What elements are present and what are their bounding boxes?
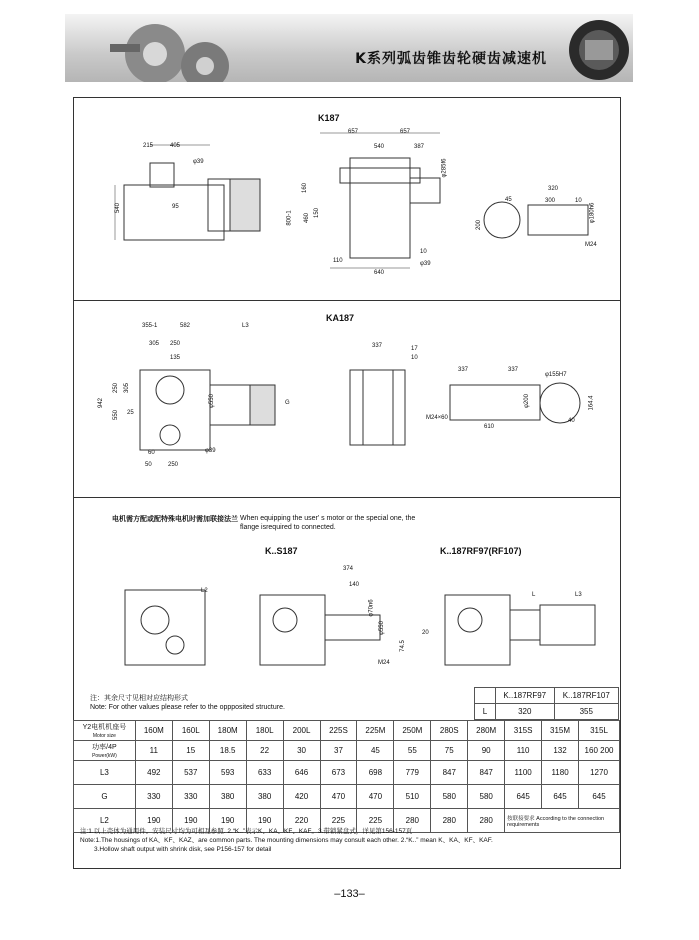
dim-label: 355-1 — [142, 323, 158, 329]
dim-label: 337 — [508, 367, 519, 373]
row-label-cn: 功率/4P — [92, 744, 117, 751]
row-label-cn: Y2电机机座号 — [82, 724, 127, 731]
table-cell: 593 — [209, 761, 246, 785]
table-cell: 645 — [505, 785, 542, 809]
dim-label: φ550 — [208, 394, 215, 408]
dim-label: M24 — [585, 242, 597, 248]
dim-label: φ180h6 — [589, 202, 596, 224]
ka187-front-view — [345, 365, 415, 450]
k187-side-view — [110, 135, 280, 265]
dim-label: G — [285, 400, 290, 406]
table-cell: 220 — [283, 809, 320, 833]
rf-header: K..187RF97 — [496, 688, 555, 704]
table-cell: 1180 — [542, 761, 579, 785]
section-title-krf: K..187RF97(RF107) — [440, 546, 522, 556]
table-cell: 190 — [209, 809, 246, 833]
dim-label: 405 — [170, 143, 181, 149]
dim-label: 10 — [575, 198, 582, 204]
dim-label: 160 — [302, 182, 309, 194]
table-cell: 315M — [542, 721, 579, 741]
dim-label: 25 — [127, 410, 134, 416]
footnote-en-3: 3.Hollow shaft output with shrink disk, see P156-157 for detail — [94, 846, 272, 853]
dim-label: M24 — [378, 660, 390, 666]
row-label-en: Motor size — [92, 733, 116, 739]
dim-label: 20 — [422, 630, 429, 636]
table-cell: 180L — [246, 721, 283, 741]
table-cell: 190 — [172, 809, 209, 833]
section-divider — [73, 497, 620, 498]
k187-shaft-detail — [480, 185, 590, 255]
table-cell: 190 — [135, 809, 172, 833]
rf-table-corner — [475, 688, 496, 704]
dim-label: 300 — [545, 198, 556, 204]
dim-label: 640 — [374, 270, 385, 276]
table-cell: 225 — [320, 809, 357, 833]
dim-label: 540 — [115, 202, 122, 214]
dim-label: 45 — [505, 197, 512, 203]
flange-note-cn: 电机需方配或配特殊电机时需加联接法兰 — [112, 516, 238, 523]
table-cell: 633 — [246, 761, 283, 785]
table-cell: 645 — [579, 785, 620, 809]
dim-label: L2 — [201, 588, 208, 594]
dim-label: 250 — [113, 382, 120, 394]
dim-label: 250 — [170, 341, 181, 347]
table-cell: 160 200 — [579, 741, 620, 761]
table-cell: 280 — [394, 809, 431, 833]
dim-label: 305 — [124, 382, 131, 394]
rf-cell: 355 — [554, 704, 618, 720]
dim-label: 74.5 — [399, 640, 406, 652]
dim-label: 110 — [333, 258, 343, 264]
gear-graphic-right — [563, 14, 633, 82]
table-row — [74, 785, 620, 809]
table-cell: 37 — [320, 741, 357, 761]
dim-label: 140 — [349, 582, 360, 588]
table-cell: 673 — [320, 761, 357, 785]
section-title-ks187: K..S187 — [265, 546, 298, 556]
table-cell: 250M — [394, 721, 431, 741]
dim-label: L3 — [575, 592, 582, 598]
dim-label: 800-1 — [286, 210, 293, 226]
dim-label: 540 — [374, 144, 385, 150]
table-cell: 470 — [320, 785, 357, 809]
dim-label: 320 — [548, 186, 559, 192]
table-row — [74, 761, 620, 785]
table-cell: 380 — [246, 785, 283, 809]
rf-cell: 320 — [496, 704, 555, 720]
rf-row-label: L — [475, 704, 496, 720]
dim-label: φ155H7 — [545, 372, 567, 378]
dim-label: 460 — [304, 212, 311, 224]
table-cell: 11 — [135, 741, 172, 761]
gear-graphic-left — [75, 14, 275, 82]
dim-label: 610 — [484, 424, 495, 430]
table-cell-note: 按联接要求 According to the connection requirements — [505, 809, 620, 833]
table-cell: 55 — [394, 741, 431, 761]
table-cell: 45 — [357, 741, 394, 761]
page-title: K系列弧齿锥齿轮硬齿减速机 — [355, 51, 547, 67]
table-cell: 580 — [468, 785, 505, 809]
table-cell: 30 — [283, 741, 320, 761]
dim-label: 550 — [113, 409, 120, 421]
dim-label: 337 — [372, 343, 383, 349]
table-cell: 315L — [579, 721, 620, 741]
other-note-cn: 注：其余尺寸见相对应结构形式 — [90, 695, 188, 702]
table-cell: 280M — [468, 721, 505, 741]
dim-label: φ550 — [378, 621, 385, 635]
dim-label: 387 — [414, 144, 425, 150]
dim-label: φ39 — [420, 261, 431, 267]
section-divider — [73, 300, 620, 301]
row-label: L2 — [74, 809, 136, 833]
table-cell: 470 — [357, 785, 394, 809]
table-cell: 537 — [172, 761, 209, 785]
dim-label: 582 — [180, 323, 191, 329]
dim-label: φ39 — [205, 448, 216, 454]
dim-label: 657 — [348, 129, 359, 135]
dim-label: φ70n6 — [368, 599, 375, 617]
dim-label: 164.4 — [588, 395, 595, 411]
dim-label: 215 — [143, 143, 154, 149]
dim-label: L — [532, 592, 536, 598]
table-cell: 420 — [283, 785, 320, 809]
table-cell: 280 — [468, 809, 505, 833]
footnotes — [80, 827, 620, 854]
header-banner — [65, 14, 633, 82]
k187-front-view — [300, 128, 450, 278]
row-label-en: Power(kW) — [92, 753, 117, 759]
k-side-view-flange — [120, 585, 220, 670]
table-cell: 330 — [135, 785, 172, 809]
footnote-en: Note:1.The housings of KA、KF、KAZ、are common parts. The mounting dimensions may consult each other. 2.“K..” mean K、KA、KF、KAF. — [80, 837, 493, 844]
dim-label: 200 — [476, 219, 483, 231]
row-label: G — [74, 785, 136, 809]
dim-label: φ200 — [523, 394, 530, 408]
row-label: L3 — [74, 761, 136, 785]
table-cell: 15 — [172, 741, 209, 761]
table-cell: 315S — [505, 721, 542, 741]
section-title-ka187: KA187 — [326, 313, 355, 323]
dim-label: φ285f6 — [441, 158, 448, 178]
table-cell: 160M — [135, 721, 172, 741]
table-cell: 200L — [283, 721, 320, 741]
other-values-note — [90, 694, 330, 712]
krf-view — [440, 590, 610, 670]
table-cell: 380 — [209, 785, 246, 809]
dim-label: 95 — [172, 204, 179, 210]
dim-label: 10 — [411, 355, 418, 361]
table-cell: 646 — [283, 761, 320, 785]
ka187-shaft-detail — [430, 375, 590, 435]
table-cell: 698 — [357, 761, 394, 785]
other-note-en: Note: For other values please refer to the oppposited structure. — [90, 704, 285, 711]
table-cell: 75 — [431, 741, 468, 761]
dim-label: 942 — [98, 397, 105, 409]
table-cell: 330 — [172, 785, 209, 809]
table-cell: 847 — [468, 761, 505, 785]
table-cell: 160L — [172, 721, 209, 741]
spec-table — [73, 720, 620, 833]
table-cell: 90 — [468, 741, 505, 761]
table-cell: 1100 — [505, 761, 542, 785]
table-cell: 180M — [209, 721, 246, 741]
dim-label: 17 — [411, 346, 418, 352]
dim-label: 60 — [148, 450, 155, 456]
row-label — [74, 721, 136, 741]
dim-label: 337 — [458, 367, 469, 373]
dim-label: 50 — [145, 462, 152, 468]
table-cell: 225M — [357, 721, 394, 741]
table-cell: 225 — [357, 809, 394, 833]
table-cell: 847 — [431, 761, 468, 785]
dim-label: 657 — [400, 129, 411, 135]
dim-label: 305 — [149, 341, 160, 347]
dim-label: L3 — [242, 323, 249, 329]
dim-label: 10 — [420, 249, 427, 255]
table-cell: 190 — [246, 809, 283, 833]
table-cell: 225S — [320, 721, 357, 741]
dim-label: M24×60 — [426, 415, 448, 421]
table-cell: 645 — [542, 785, 579, 809]
rf-table — [474, 687, 619, 720]
table-row — [74, 721, 620, 741]
dim-label: 374 — [343, 566, 354, 572]
table-cell: 18.5 — [209, 741, 246, 761]
dim-label: 250 — [168, 462, 179, 468]
row-label — [74, 741, 136, 761]
table-cell: 779 — [394, 761, 431, 785]
table-cell: 580 — [431, 785, 468, 809]
footnote-cn: 注:1.以上壳体为通用件。安装尺寸均为可相互参照. 2.“K..”表示K、KA、KF、KAF。3.带锁紧盘式，详见第156-157页 — [80, 828, 413, 835]
dim-label: 40 — [568, 418, 575, 424]
table-cell: 132 — [542, 741, 579, 761]
table-cell: 280S — [431, 721, 468, 741]
table-cell: 510 — [394, 785, 431, 809]
table-cell: 110 — [505, 741, 542, 761]
table-row — [74, 741, 620, 761]
dim-label: 135 — [170, 355, 181, 361]
section-title-k187: K187 — [318, 113, 340, 123]
dim-label: 150 — [314, 207, 321, 219]
table-cell: 280 — [431, 809, 468, 833]
table-cell: 22 — [246, 741, 283, 761]
page-number: –133– — [334, 888, 365, 900]
table-cell: 492 — [135, 761, 172, 785]
table-cell: 1270 — [579, 761, 620, 785]
flange-note-en: When equipping the user' s motor or the special one, the flange isrequired to connected. — [240, 515, 416, 531]
rf-header: K..187RF107 — [554, 688, 618, 704]
dim-label: φ39 — [193, 159, 204, 165]
